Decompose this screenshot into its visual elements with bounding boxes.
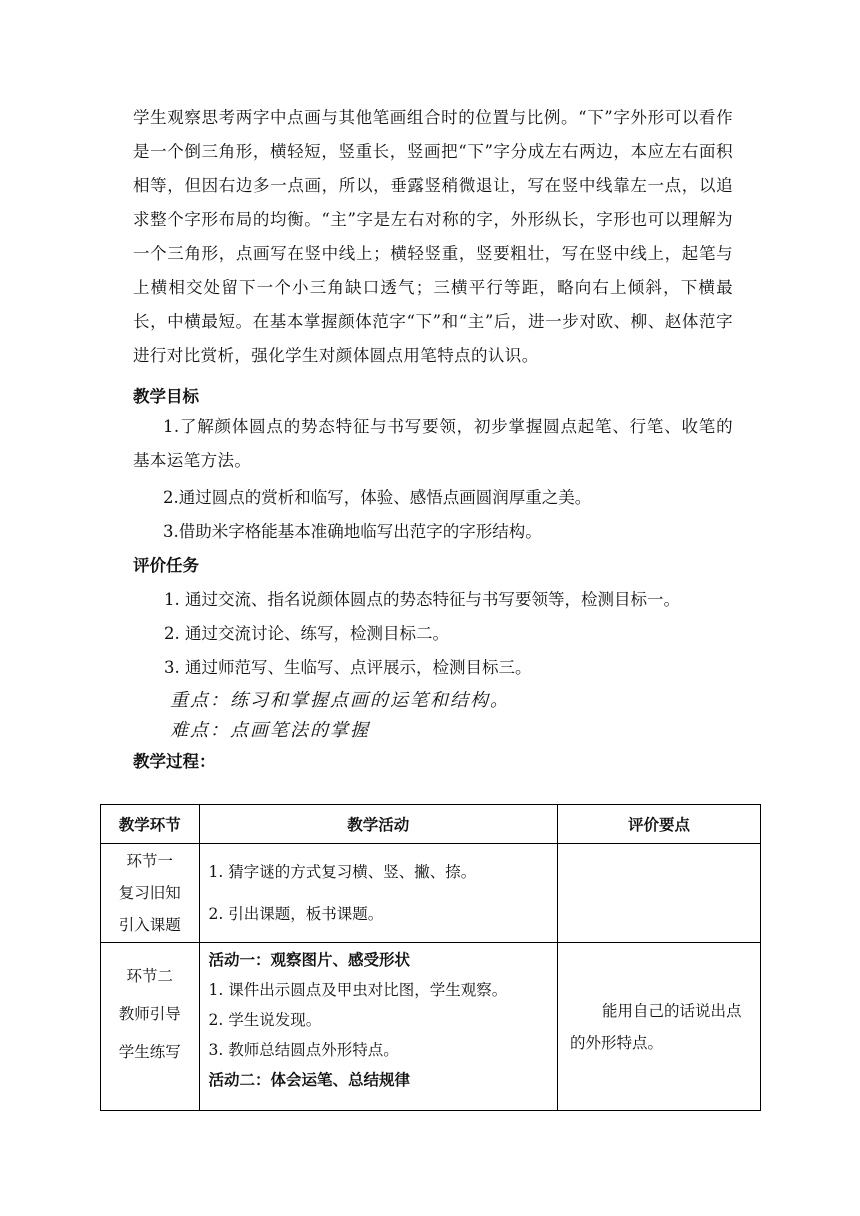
stage-line: 环节二 xyxy=(126,967,174,985)
stage-cell xyxy=(101,844,200,943)
difficulty: 难点：点画笔法的掌握 xyxy=(170,720,370,741)
objective-item-1: 1.了解颜体圆点的势态特征与书写要领，初步掌握圆点起笔、行笔、收笔的基本运笔方法。 xyxy=(133,417,733,470)
stage-line: 复习旧知 xyxy=(118,884,181,902)
header-stage: 教学环节 xyxy=(101,805,200,844)
table-row xyxy=(101,844,761,943)
process-heading: 教学过程： xyxy=(133,752,216,771)
activity-item: 3. 教师总结圆点外形特点。 xyxy=(208,1041,399,1059)
header-evaluation: 评价要点 xyxy=(558,805,761,844)
evaluation-item-3: 3. 通过师范写、生临写、点评展示，检测目标三。 xyxy=(164,658,532,677)
activity-cell xyxy=(199,943,558,1111)
activity-item: 1. 猜字谜的方式复习横、竖、撇、捺。 xyxy=(208,863,477,881)
activity-title: 活动一：观察图片、感受形状 xyxy=(208,951,411,969)
evaluation-item-1: 1. 通过交流、指名说颜体圆点的势态特征与书写要领等，检测目标一。 xyxy=(164,590,680,609)
stage-line: 学生练写 xyxy=(118,1043,181,1061)
stage-cell xyxy=(101,943,200,1111)
evaluation-item-2: 2. 通过交流讨论、练写，检测目标二。 xyxy=(164,624,449,643)
table-header-row xyxy=(101,805,761,844)
evaluation-cell xyxy=(558,844,761,943)
lesson-table xyxy=(100,804,761,1111)
objective-item-2: 2.通过圆点的赏析和临写，体验、感悟点画圆润厚重之美。 xyxy=(163,488,592,507)
objective-item-3: 3.借助米字格能基本准确地临写出范字的字形结构。 xyxy=(163,522,542,541)
table-row xyxy=(101,943,761,1111)
activity-cell xyxy=(199,844,558,943)
stage-line: 环节一 xyxy=(126,852,174,870)
evaluation-cell: 能用自己的话说出点的外形特点。 xyxy=(558,943,761,1111)
objectives-heading: 教学目标 xyxy=(133,387,199,406)
activity-item: 2. 学生说发现。 xyxy=(208,1011,322,1029)
stage-line: 引入课题 xyxy=(118,916,181,934)
activity-item: 1. 课件出示圆点及甲虫对比图，学生观察。 xyxy=(208,981,508,999)
key-point: 重点：练习和掌握点画的运笔和结构。 xyxy=(170,690,510,711)
intro-paragraph: 学生观察思考两字中点画与其他笔画组合时的位置与比例。“下”字外形可以看作是一个倒三角形，横轻短，竖重长，竖画把“下”字分成左右两边，本应左右面积相等，但因右边多一点画，所以，垂露竖稍微退让，写在竖中线靠左一点，以追求整个字形布局的均衡。“主”字是左右对称的字，外形纵长，字形也可以理解为一个三角形，点画写在竖中线上；横轻竖重，竖要粗壮，写在竖中线上，起笔与上横相交处留下一个小三角缺口透气；三横平行等距，略向右上倾斜，下横最长，中横最短。在基本掌握颜体范字“下”和“主”后，进一步对欧、柳、赵体范字进行对比赏析，强化学生对颜体圆点用笔特点的认识。 xyxy=(133,108,733,365)
header-activity: 教学活动 xyxy=(199,805,558,844)
stage-line: 教师引导 xyxy=(118,1005,181,1023)
activity-title: 活动二：体会运笔、总结规律 xyxy=(208,1071,411,1089)
activity-item: 2. 引出课题，板书课题。 xyxy=(208,905,384,923)
evaluation-heading: 评价任务 xyxy=(133,556,199,575)
